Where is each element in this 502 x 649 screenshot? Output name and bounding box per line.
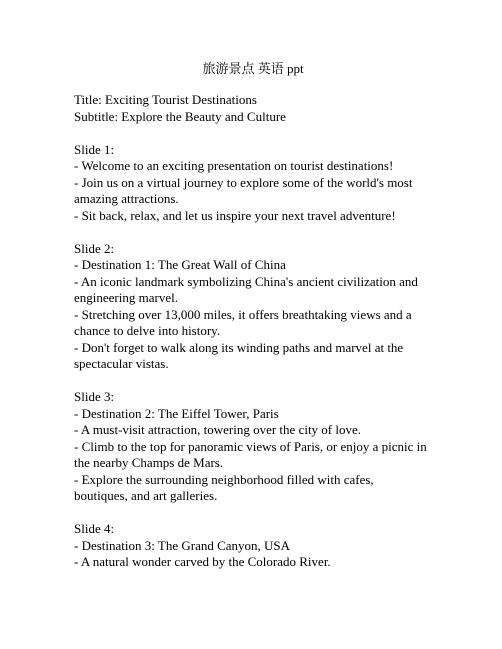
slide-3-line-4: - Explore the surrounding neighborhood filled with cafes, boutiques, and art galleries. [74,471,374,503]
title-line: Title: Exciting Tourist Destinations [74,92,257,107]
slide-1-line-2: - Join us on a virtual journey to explore some of the world's most amazing attractions. [74,174,413,206]
slide-3-line-1: - Destination 2: The Eiffel Tower, Paris [74,405,279,421]
slide-2-line-3: - Stretching over 13,000 miles, it offers breathtaking views and a chance to delve into history. [74,306,412,338]
slide-4-label: Slide 4: [74,521,115,536]
slide-1-line-1: - Welcome to an exciting presentation on tourist destinations! [74,158,394,173]
slide-1-line-3: - Sit back, relax, and let us inspire your next travel adventure! [74,207,396,223]
slide-2-label: Slide 2: [74,240,115,256]
document-heading: 旅游景点 英语 ppt [202,61,304,76]
slide-3-label: Slide 3: [74,389,115,404]
slide-3-line-3: - Climb to the top for panoramic views of Paris, or enjoy a picnic in the nearby Champs de Mars. [74,438,427,470]
subtitle-line: Subtitle: Explore the Beauty and Culture [74,108,286,124]
slide-2-line-2: - An iconic landmark symbolizing China's ancient civilization and engineering marvel. [74,273,418,305]
slide-2-line-4: - Don't forget to walk along its winding paths and marvel at the spectacular vistas. [74,339,404,371]
slide-2-line-1: - Destination 1: The Great Wall of China [74,257,286,272]
slide-1-block [74,142,430,225]
slide-3-line-2: - A must-visit attraction, towering over the city of love. [74,422,362,437]
slide-2-block [74,241,430,373]
slide-4-line-1: - Destination 3: The Grand Canyon, USA [74,537,291,553]
slide-4-line-2: - A natural wonder carved by the Colorado River. [74,554,331,569]
slide-4-block [74,521,430,571]
slide-3-block [74,389,430,505]
title-block [74,92,430,125]
slide-1-label: Slide 1: [74,141,115,157]
